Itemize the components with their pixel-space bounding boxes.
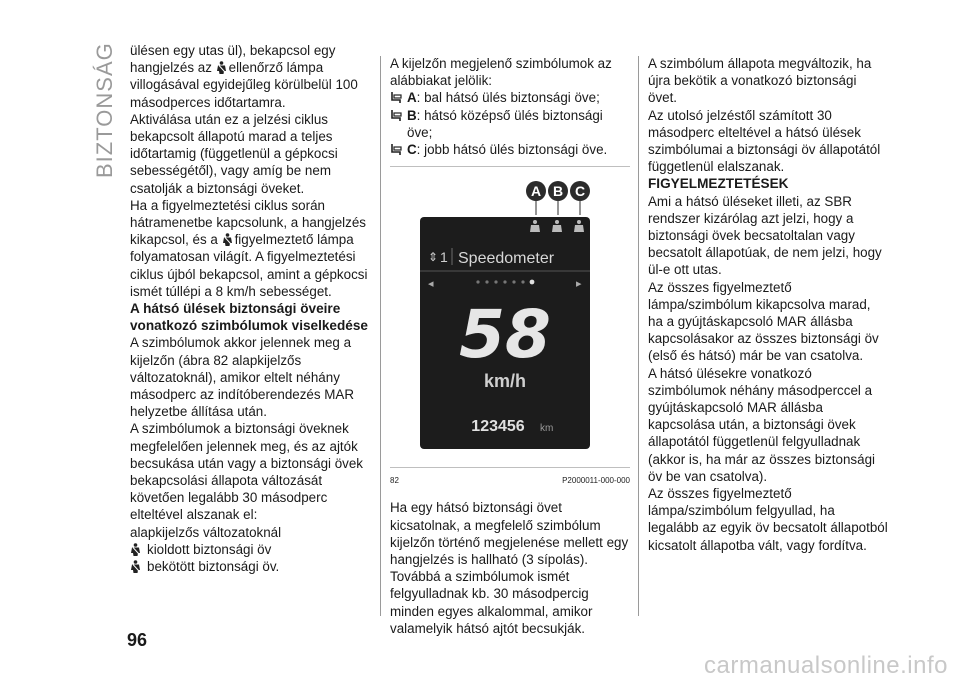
paragraph: A hátsó ülésekre vonatkozó szimbólumok néhány másodperccel a gyújtáskapcsoló MAR állásba kapcsolása után, a biztonsági övek állapotától függetlenül felgyulladnak (akkor is, ha már az összes biztonsági öv be van csatolva).: [648, 365, 875, 484]
seatbelt-warning-icon: [216, 61, 227, 73]
odometer-value: 123456: [471, 418, 525, 436]
legend-text: : hátsó középső ülés biztonsági öve;: [407, 107, 603, 140]
text-span: ellenőrző lámpa villogásával egyidejűleg körülbelül 100 másodperces időtartamra.: [130, 60, 358, 110]
paragraph: A szimbólumok akkor jelennek meg a kijelzőn (ábra 82 alapkijelzős változatoknál), amikor eltelt néhány másodperc az indítóberendezés MAR helyzetbe állítása után.: [130, 335, 355, 420]
legend-letter: A: [407, 90, 417, 106]
legend-letter: B: [407, 107, 417, 123]
marker-a-label: A: [530, 183, 542, 200]
column-1: [130, 42, 370, 575]
section-title: BIZTONSÁG: [92, 42, 117, 178]
figure-number: 82: [390, 476, 399, 486]
text-span: ülésen egy utas ül), bekapcsol egy hangjelzés az: [130, 43, 336, 76]
paragraph: A kijelzőn megjelenő szimbólumok az alábbiakat jelölik:: [390, 56, 612, 89]
column-2: [390, 55, 630, 637]
speed-unit: km/h: [483, 371, 527, 392]
seatbelt-unfastened-icon: [130, 543, 141, 555]
text-span: Ha a figyelmeztetési ciklus során hátramenetbe kapcsolunk, a hangjelzés kikapcsol, és a: [130, 197, 366, 248]
figure-top-rule: [390, 166, 630, 167]
menu-title: Speedometer: [458, 250, 555, 268]
prev-arrow-icon: ◂: [428, 278, 434, 291]
text-span: figyelmeztető lámpa folyamatosan világít. A figyelmeztetési ciklus újból bekapcsol, amint a gépkocsi ismét túllépi a 8 km/h sebességet.: [130, 232, 368, 299]
paragraph: Az összes figyelmeztető lámpa/szimbólum felgyullad, ha legalább az egyik öv becsatolt állapotból kicsatolt állapotba vált, vagy fordítva.: [648, 486, 888, 553]
paragraph: Aktiválása után ez a jelzési ciklus bekapcsolt állapotú marad a teljes időtartamig (függetlenül a gépkocsi sebességétől), vagy amíg be nem csatolják a biztonsági öveket.: [130, 111, 338, 196]
marker-b: [548, 181, 568, 201]
seatbelt-warning-icon: [222, 233, 233, 245]
paragraph: Ami a hátsó üléseket illeti, az SBR rendszer kizárólag azt jelzi, hogy a biztonsági övek becsatoltalan vagy becsatolt állapotúak, de nem jelzi, hogy ül-e ott utas.: [648, 193, 882, 278]
list-item: [130, 541, 370, 558]
menu-arrows-icon: ⇕: [428, 250, 439, 265]
rear-seat-icon: [390, 109, 401, 121]
paragraph: [130, 42, 370, 111]
legend-text: : bal hátsó ülés biztonsági öve;: [416, 90, 600, 106]
column-divider-1: [380, 56, 381, 616]
list-item: [130, 558, 370, 575]
paragraph: alapkijelzős változatoknál: [130, 524, 282, 540]
column-3: [648, 55, 888, 554]
paragraph: A szimbólum állapota megváltozik, ha újra bekötik a vonatkozó biztonsági övet.: [648, 56, 872, 106]
seatbelt-fastened-icon: [130, 560, 141, 572]
page-number: 96: [127, 630, 148, 650]
paragraph: A szimbólumok a biztonsági öveknek megfelelően jelennek meg, és az ajtók becsukása után vagy a biztonsági övek bekapcsolási állapota változását követően legalább 30 másodperc elteltével alszanak el:: [130, 421, 363, 523]
paragraph: Továbbá a szimbólumok ismét felgyulladnak kb. 30 másodpercig minden egyes alkalommal, amikor valamelyik hátsó ajtót becsukják.: [390, 569, 593, 636]
rear-seat-icon: [390, 91, 401, 103]
speed-value: 58: [459, 296, 551, 374]
legend-text: : jobb hátsó ülés biztonsági öve.: [416, 142, 608, 158]
section-side-tab: [86, 42, 117, 178]
odometer-unit: km: [540, 423, 554, 435]
marker-a: [526, 181, 546, 201]
legend-item-b: [390, 107, 630, 141]
menu-index: 1: [440, 249, 448, 266]
list-item-text: bekötött biztonsági öv.: [147, 559, 280, 575]
rear-seat-icon: [390, 143, 401, 155]
figure-code: P2000011-000-000: [562, 476, 630, 486]
instrument-cluster-figure: [390, 175, 630, 467]
marker-c: [570, 181, 590, 201]
section-heading: FIGYELMEZTETÉSEK: [648, 176, 789, 192]
list-item-text: kioldott biztonsági öv: [147, 541, 272, 557]
marker-b-label: B: [552, 183, 564, 200]
paragraph: Az összes figyelmeztető lámpa/szimbólum kikapcsolva marad, ha a gyújtáskapcsoló MAR állásba kapcsolásakor az összes biztonsági öv (első és hátsó) már be van csatolva.: [648, 279, 879, 364]
legend-item-a: [390, 89, 630, 106]
section-heading: A hátsó ülések biztonsági öveire vonatkozó szimbólumok viselkedése: [130, 301, 368, 334]
paragraph: Ha egy hátsó biztonsági övet kicsatolnak, a megfelelő szimbólum kijelzőn történő megjelenése mellett egy hangjelzés is hallható (3 sípolás).: [390, 500, 629, 568]
paragraph: Az utolsó jelzéstől számított 30 másodperc elteltével a hátsó ülések szimbólumai a biztonsági öv állapotától függetlenül elalszanak.: [648, 107, 881, 175]
paragraph: [130, 197, 370, 300]
watermark: carmanualsonline.info: [704, 652, 948, 679]
figure-bottom-rule: [390, 467, 630, 468]
marker-c-label: C: [574, 183, 586, 200]
legend-item-c: [390, 141, 630, 158]
next-arrow-icon: ▸: [576, 278, 582, 291]
figure-caption: [390, 472, 630, 489]
column-divider-2: [638, 56, 639, 616]
figure-illustration: [390, 175, 630, 467]
legend-letter: C: [407, 142, 417, 158]
